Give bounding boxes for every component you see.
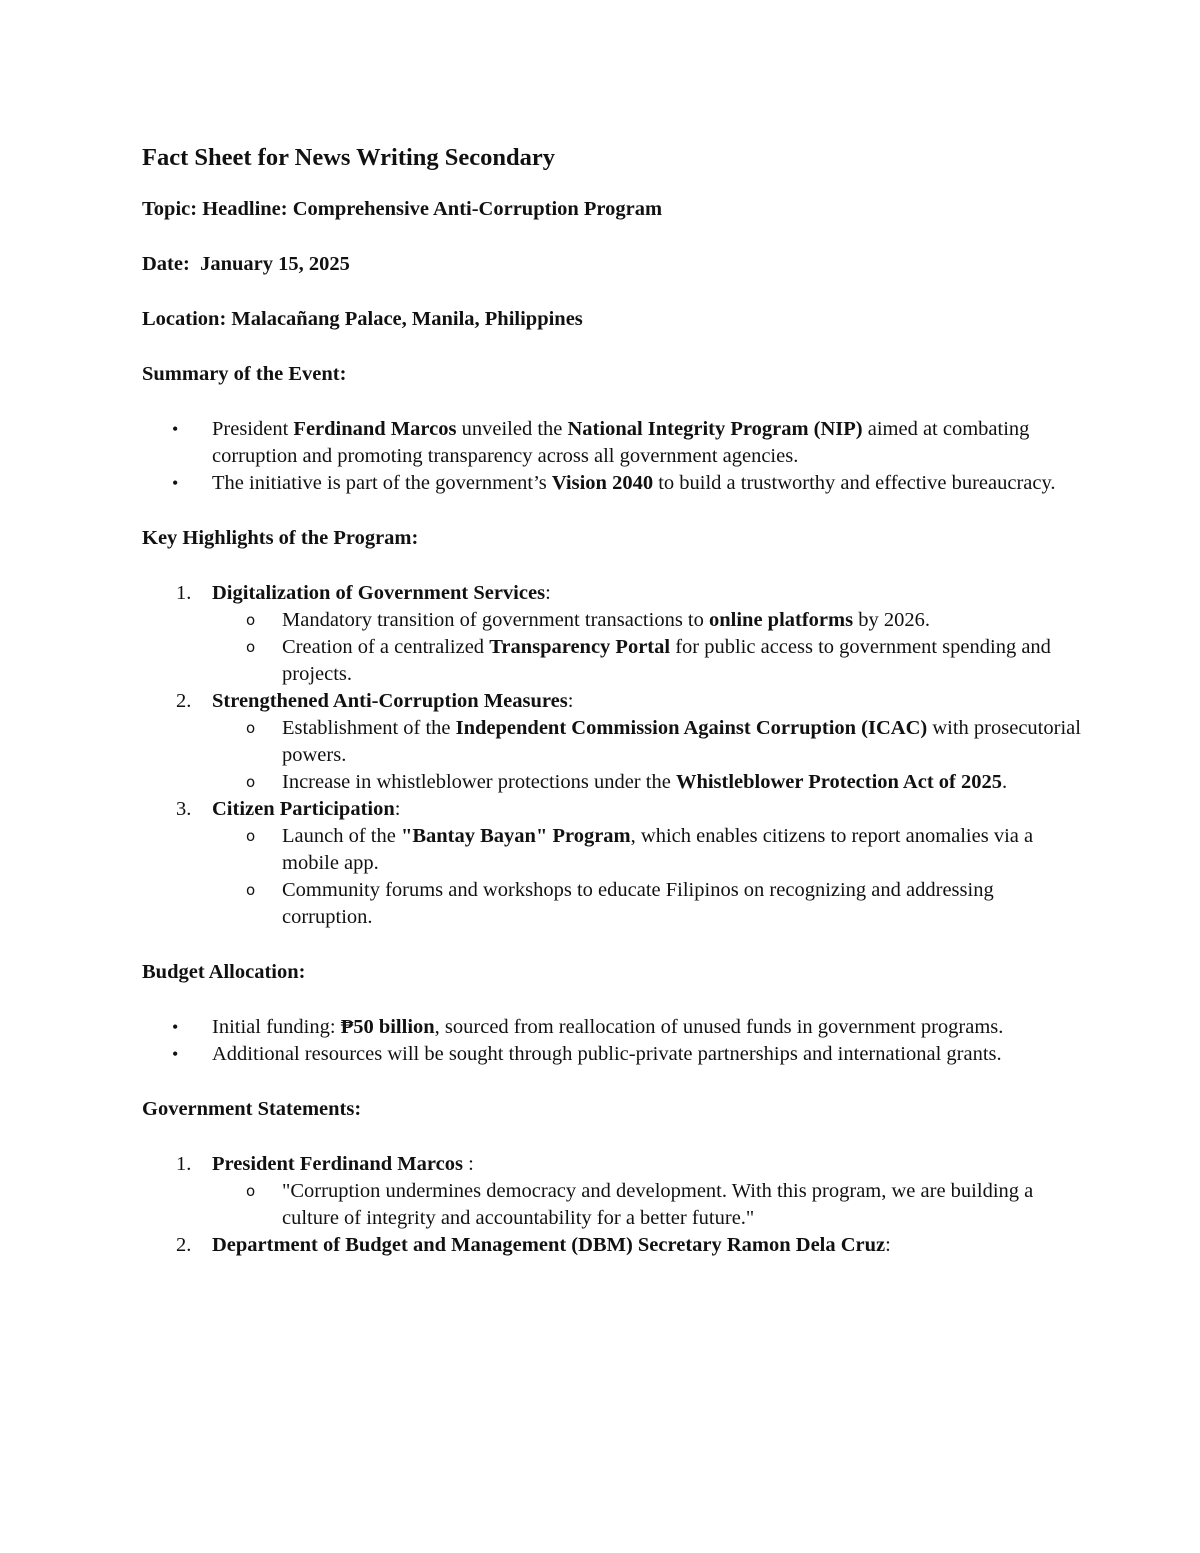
statements-heading: Government Statements: xyxy=(142,1098,362,1120)
list-item: o Establishment of the Independent Commission Against Corruption (ICAC) with prosecutorial powers. xyxy=(246,717,1081,766)
list-item: • President Ferdinand Marcos unveiled the National Integrity Program (NIP) aimed at combating corruption and promoting transparency across all government agencies. xyxy=(142,416,1082,470)
location-line xyxy=(142,306,1082,333)
list-item: o Community forums and workshops to educate Filipinos on recognizing and addressing corruption. xyxy=(246,879,994,928)
list-item: • The initiative is part of the government’s Vision 2040 to build a trustworthy and effective bureaucracy. xyxy=(142,470,1082,497)
budget-heading: Budget Allocation: xyxy=(142,961,306,983)
location-label: Location: xyxy=(142,308,227,330)
topic-line xyxy=(142,196,1082,223)
list-item: 1. Digitalization of Government Services: o Mandatory transition of government transactions to online platforms by 2026. o Creation of a centralized Transparency Portal for public access to government spending and projects. xyxy=(142,580,1082,688)
topic-label: Topic: Headline: Comprehensive Anti-Corruption Program xyxy=(142,198,663,220)
highlights-list xyxy=(142,580,1082,931)
page-title: Fact Sheet for News Writing Secondary xyxy=(142,144,556,171)
budget-list xyxy=(142,1014,1082,1068)
sub-list xyxy=(212,1178,1082,1232)
highlights-heading: Key Highlights of the Program: xyxy=(142,527,419,549)
date-label: Date: xyxy=(142,253,190,275)
list-item: o Mandatory transition of government transactions to online platforms by 2026. xyxy=(246,609,930,631)
sub-list xyxy=(212,607,1082,688)
sub-list xyxy=(212,715,1082,796)
date-value: January 15, 2025 xyxy=(200,253,350,275)
list-item: • Initial funding: ₱50 billion, sourced from reallocation of unused funds in government programs. xyxy=(142,1014,1082,1041)
summary-list xyxy=(142,416,1082,497)
list-item: 1. President Ferdinand Marcos : o "Corruption undermines democracy and development. With this program, we are building a culture of integrity and accountability for a better future." xyxy=(142,1151,1082,1232)
document-body xyxy=(142,141,1082,1259)
list-item: 2. Department of Budget and Management (DBM) Secretary Ramon Dela Cruz: xyxy=(176,1234,891,1256)
list-item: 2. Strengthened Anti-Corruption Measures: o Establishment of the Independent Commission Against Corruption (ICAC) with prosecutorial powers. o Increase in whistleblower protections under the Whistleblower Protection Act of 2025. xyxy=(142,688,1082,796)
date-line xyxy=(142,251,1082,278)
statements-list xyxy=(142,1151,1082,1259)
location-value: Malacañang Palace, Manila, Philippines xyxy=(231,308,583,330)
summary-heading: Summary of the Event: xyxy=(142,363,347,385)
sub-list xyxy=(212,823,1082,931)
list-item: o Increase in whistleblower protections under the Whistleblower Protection Act of 2025. xyxy=(246,771,1008,793)
list-item: o Creation of a centralized Transparency Portal for public access to government spending and projects. xyxy=(246,636,1051,685)
list-item: o Launch of the "Bantay Bayan" Program, which enables citizens to report anomalies via a mobile app. xyxy=(246,825,1034,874)
list-item: • Additional resources will be sought through public-private partnerships and international grants. xyxy=(142,1041,1082,1068)
list-item: o "Corruption undermines democracy and development. With this program, we are building a culture of integrity and accountability for a better future." xyxy=(246,1180,1034,1229)
list-item: 3. Citizen Participation: o Launch of the "Bantay Bayan" Program, which enables citizens to report anomalies via a mobile app. o Community forums and workshops to educate Filipinos on recognizing and addressing corruption. xyxy=(142,796,1082,931)
